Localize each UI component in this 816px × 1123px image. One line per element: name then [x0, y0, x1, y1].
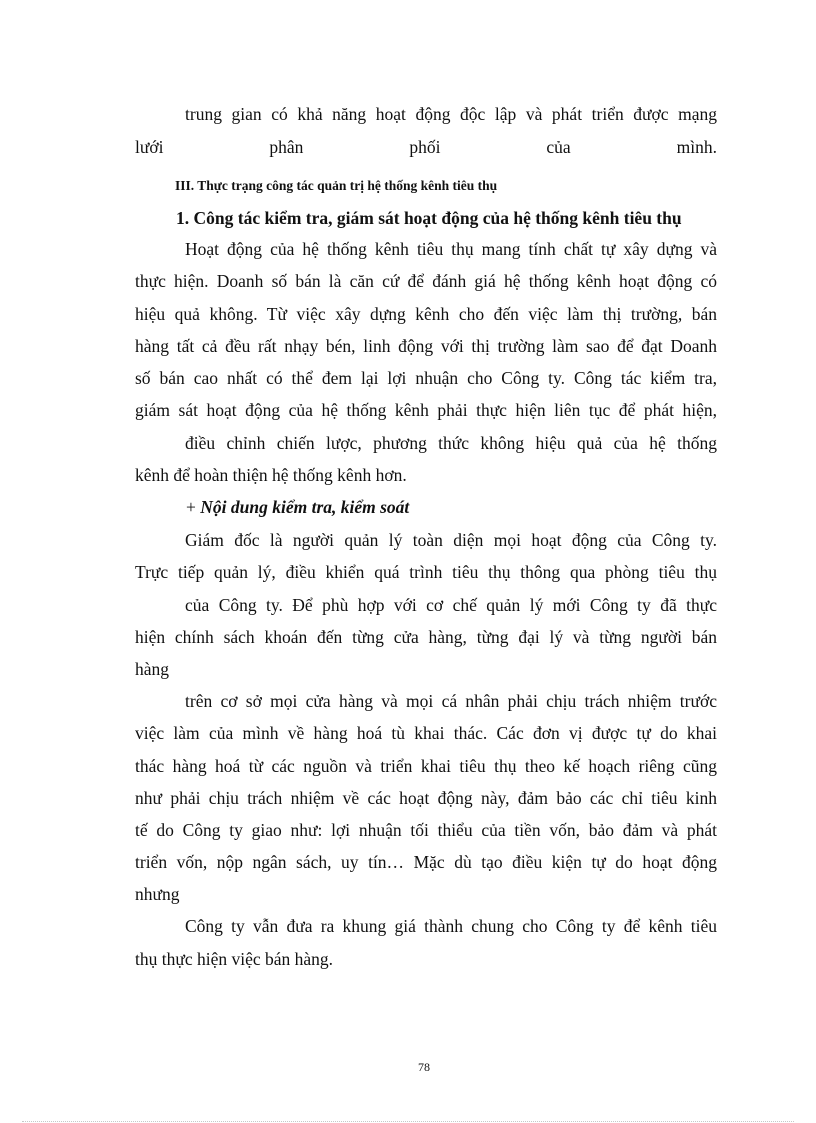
body-line: giám sát hoạt động của hệ thống kênh phải thực hiện liên tục để phát hiện, — [135, 400, 717, 420]
body-line: hiệu quả không. Từ việc xây dựng kênh cho đến việc làm thị trường, bán — [135, 304, 717, 324]
body-line: hàng — [135, 659, 170, 679]
body-line: nhưng — [135, 884, 180, 904]
body-line: triển vốn, nộp ngân sách, uy tín… Mặc dù tạo điều kiện tự do hoạt động — [135, 852, 717, 872]
body-line: Công ty vẫn đưa ra khung giá thành chung cho Công ty để kênh tiêu — [185, 916, 717, 936]
body-line: hiện chính sách khoán đến từng cửa hàng, từng đại lý và từng người bán — [135, 627, 717, 647]
page-number: 78 — [418, 1060, 430, 1074]
footer-divider — [22, 1121, 794, 1122]
body-line: tế do Công ty giao như: lợi nhuận tối thiểu của tiền vốn, bảo đảm và phát — [135, 820, 717, 840]
body-line: Trực tiếp quản lý, điều khiển quá trình tiêu thụ thông qua phòng tiêu thụ — [135, 562, 717, 582]
body-line: kênh để hoàn thiện hệ thống kênh hơn. — [135, 465, 407, 485]
content-heading-text: Nội dung kiểm tra, kiểm soát — [200, 497, 410, 517]
body-line: thực hiện. Doanh số bán là căn cứ để đánh giá hệ thống kênh hoạt động có — [135, 271, 717, 291]
body-line: hàng tất cả đều rất nhạy bén, linh động với thị trường làm sao để đạt Doanh — [135, 336, 717, 356]
body-line: như phải chịu trách nhiệm về các hoạt động này, đảm bảo các chỉ tiêu kinh — [135, 788, 717, 808]
body-line: số bán cao nhất có thể đem lại lợi nhuận cho Công ty. Công tác kiểm tra, — [135, 368, 717, 388]
body-line: Hoạt động của hệ thống kênh tiêu thụ mang tính chất tự xây dựng và — [185, 239, 717, 259]
body-line: trung gian có khả năng hoạt động độc lập và phát triển được mạng — [185, 104, 717, 124]
section-heading: III. Thực trạng công tác quản trị hệ thống kênh tiêu thụ — [175, 178, 498, 193]
body-line: thác hàng hoá từ các nguồn và triển khai tiêu thụ theo kế hoạch riêng cũng — [135, 756, 717, 776]
body-line: việc làm của mình về hàng hoá tù khai thác. Các đơn vị được tự do khai — [135, 723, 717, 743]
subsection-heading: 1. Công tác kiểm tra, giám sát hoạt động của hệ thống kênh tiêu thụ — [176, 208, 682, 228]
content-heading-prefix: + — [186, 497, 201, 517]
body-line: của Công ty. Để phù hợp với cơ chế quản lý mới Công ty đã thực — [185, 595, 717, 615]
body-line: điều chỉnh chiến lược, phương thức không hiệu quả của hệ thống — [185, 433, 717, 453]
body-line: Giám đốc là người quản lý toàn diện mọi hoạt động của Công ty. — [185, 530, 717, 550]
body-line: lưới phân phối của mình. — [135, 137, 717, 157]
body-line: trên cơ sở mọi cửa hàng và mọi cá nhân phải chịu trách nhiệm trước — [185, 691, 717, 711]
body-line: thụ thực hiện việc bán hàng. — [135, 949, 334, 969]
content-heading — [186, 496, 409, 518]
